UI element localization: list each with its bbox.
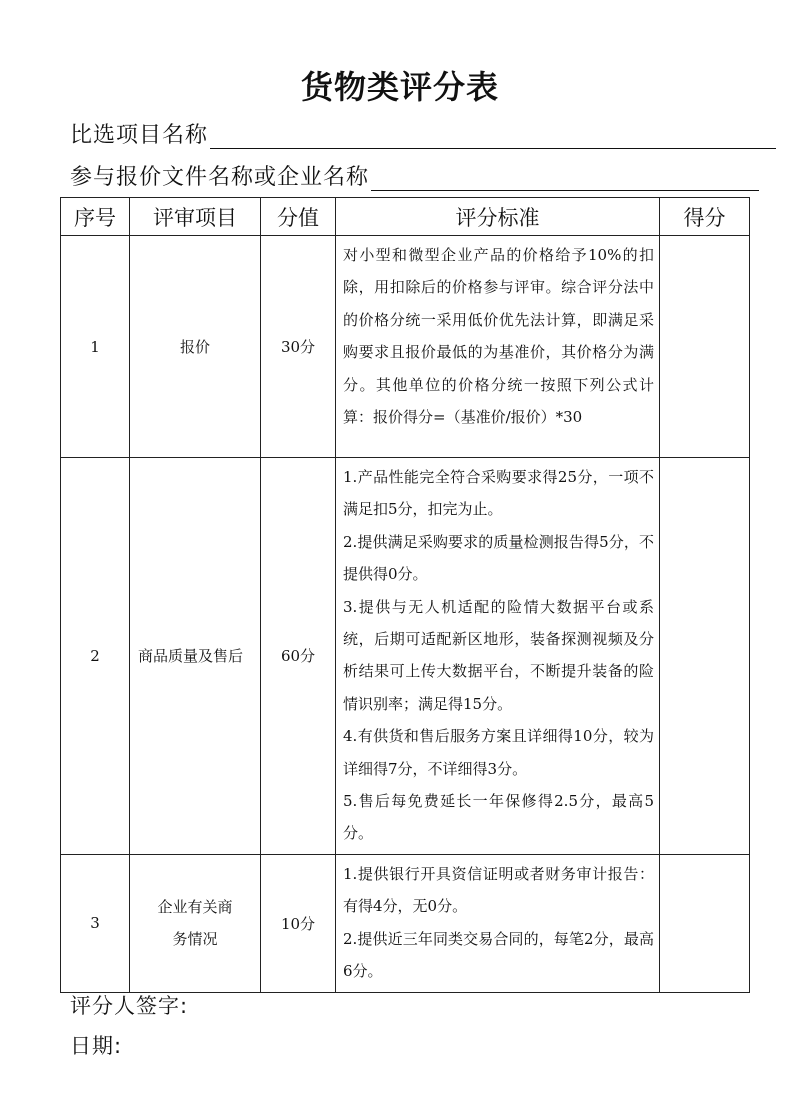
criteria-text: 5.售后每免费延长一年保修得2.5分，最高5分。 bbox=[343, 792, 654, 843]
header-no: 序号 bbox=[61, 198, 130, 236]
table-row bbox=[61, 854, 750, 992]
criteria-text: 2.提供近三年同类交易合同的，每笔2分，最高6分。 bbox=[343, 929, 654, 981]
row-no: 2 bbox=[61, 458, 130, 855]
project-name-label: 比选项目名称 bbox=[70, 123, 209, 148]
row-criteria bbox=[336, 854, 660, 992]
date-label: 日期: bbox=[70, 1034, 123, 1058]
criteria-text: 4.有供货和售后服务方案且详细得10分，较为详细得7分，不详细得3分。 bbox=[343, 727, 654, 778]
row-score: 60分 bbox=[261, 458, 336, 855]
criteria-text: 对小型和微型企业产品的价格给予10%的扣除，用扣除后的价格参与评审。综合评分法中的价格分统一采用低价优先法计算，即满足采购要求且报价最低的为基准价，其价格分为满分。其他单位的价格分统一按照下列公式计算：报价得分=（基准价/报价）*30 bbox=[343, 246, 654, 427]
row-item: 企业有关商务情况 bbox=[130, 854, 261, 992]
header-points: 得分 bbox=[660, 198, 750, 236]
criteria-text: 1.提供银行开具资信证明或者财务审计报告：有得4分，无0分。 bbox=[343, 864, 654, 916]
table-row bbox=[61, 236, 750, 458]
row-criteria bbox=[336, 236, 660, 458]
criteria-text: 2.提供满足采购要求的质量检测报告得5分，不提供得0分。 bbox=[343, 532, 654, 584]
project-name-line bbox=[70, 118, 776, 149]
criteria-text: 3.提供与无人机适配的险情大数据平台或系统，后期可适配新区地形，装备探测视频及分析结果可上传大数据平台，不断提升装备的险情识别率；满足得15分。 bbox=[343, 597, 654, 713]
scoring-table bbox=[60, 197, 750, 993]
row-no: 1 bbox=[61, 236, 130, 458]
row-item: 报价 bbox=[130, 236, 261, 458]
row-no: 3 bbox=[61, 854, 130, 992]
row-points-cell[interactable] bbox=[660, 854, 750, 992]
page-title: 货物类评分表 bbox=[300, 68, 499, 106]
table-row bbox=[61, 458, 750, 855]
row-points-cell[interactable] bbox=[660, 236, 750, 458]
row-item: 商品质量及售后 bbox=[130, 458, 261, 855]
header-criteria: 评分标准 bbox=[336, 198, 660, 236]
row-score: 10分 bbox=[261, 854, 336, 992]
project-name-field[interactable] bbox=[210, 122, 776, 149]
bidder-name-field[interactable] bbox=[371, 164, 759, 191]
row-criteria bbox=[336, 458, 660, 855]
signature-label: 评分人签字: bbox=[70, 994, 189, 1018]
row-score: 30分 bbox=[261, 236, 336, 458]
table-header-row bbox=[61, 198, 750, 236]
header-score: 分值 bbox=[261, 198, 336, 236]
bidder-name-line bbox=[70, 160, 759, 191]
header-item: 评审项目 bbox=[130, 198, 261, 236]
row-points-cell[interactable] bbox=[660, 458, 750, 855]
criteria-text: 1.产品性能完全符合采购要求得25分，一项不满足扣5分，扣完为止。 bbox=[343, 468, 654, 519]
bidder-name-label: 参与报价文件名称或企业名称 bbox=[70, 165, 370, 190]
